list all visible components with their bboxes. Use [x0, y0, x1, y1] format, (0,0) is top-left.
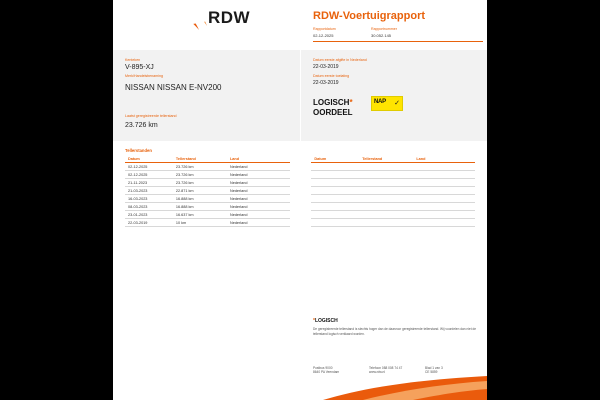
cell-spacer: [290, 163, 312, 171]
cell-date: 16-03-2023: [125, 195, 173, 203]
footer-disclaimer: De geregistreerde tellerstand is slechts hoger dan de daarvoor geregistreerde tellerstand. Wij voordelen dan niet de tellerstand logisch verklaard worden.: [313, 327, 477, 336]
make-label: Merk/Handelsbenaming: [125, 74, 163, 78]
report-date-label: Rapportdatum: [313, 27, 336, 31]
footer-tel-label: Telefoon 088 008 74 47: [369, 366, 403, 370]
cell-spacer: [290, 211, 312, 219]
cell-mileage: 10 km: [173, 219, 227, 227]
plate-label: Kenteken: [125, 58, 141, 62]
cell-country-right: [413, 179, 475, 187]
verdict-line2: OORDEEL: [313, 107, 353, 117]
cell-mileage: 16.637 km: [173, 211, 227, 219]
table-row: [125, 219, 475, 227]
panel-divider: [300, 50, 301, 141]
cell-mileage-right: [359, 211, 413, 219]
cell-mileage-right: [359, 163, 413, 171]
cell-mileage: 22.871 km: [173, 187, 227, 195]
cell-spacer: [290, 203, 312, 211]
cell-mileage: 16.888 km: [173, 203, 227, 211]
cell-country: Nederland: [227, 187, 290, 195]
mileage-table: [125, 155, 475, 227]
col-country-right: Land: [413, 155, 475, 163]
first-admission-block: [313, 74, 349, 86]
cell-country-right: [413, 211, 475, 219]
mileage-table-caption: Tellerstanden: [125, 148, 152, 153]
cell-mileage: 16.888 km: [173, 195, 227, 203]
footer-verdict-note: [313, 318, 338, 324]
cell-mileage-right: [359, 179, 413, 187]
cell-country: Nederland: [227, 211, 290, 219]
cell-mileage: 23.726 km: [173, 163, 227, 171]
table-body: [125, 163, 475, 227]
table-row: [125, 203, 475, 211]
cell-spacer: [290, 171, 312, 179]
col-country: Land: [227, 155, 290, 163]
cell-country: Nederland: [227, 163, 290, 171]
table-row: [125, 171, 475, 179]
nap-badge: [371, 96, 403, 111]
cell-spacer: [290, 179, 312, 187]
cell-spacer: [290, 219, 312, 227]
cell-country-right: [413, 203, 475, 211]
cell-mileage-right: [359, 203, 413, 211]
footer-postbus-value: 8640 PA Veendam: [313, 370, 340, 374]
table-row: [125, 187, 475, 195]
col-mileage-right: Tellerstand: [359, 155, 413, 163]
cell-date-right: [311, 211, 359, 219]
nap-label: NAP: [374, 99, 386, 105]
cell-date-right: [311, 195, 359, 203]
make-value: NISSAN NISSAN E-NV200: [125, 83, 222, 92]
footer-page-value: CE 5859: [425, 370, 438, 374]
cell-date-right: [311, 203, 359, 211]
cell-mileage-right: [359, 195, 413, 203]
col-mileage: Tellerstand: [173, 155, 227, 163]
cell-spacer: [290, 187, 312, 195]
last-km-label-block: [125, 114, 177, 120]
cell-date: 02-12-2025: [125, 163, 173, 171]
report-number-value: 30.052.145: [371, 33, 392, 38]
footer-contact: [313, 366, 483, 374]
first-nl-block: [313, 58, 367, 70]
table-row: [125, 195, 475, 203]
cell-date: 21-11-2023: [125, 179, 173, 187]
cell-mileage: 23.726 km: [173, 171, 227, 179]
cell-country-right: [413, 195, 475, 203]
footer-page-label: Blad 1 van 3: [425, 366, 443, 370]
report-number-label: Rapportnummer: [371, 27, 397, 31]
verdict-star: *: [349, 98, 353, 107]
cell-country: Nederland: [227, 171, 290, 179]
col-date: Datum: [125, 155, 173, 163]
cell-country: Nederland: [227, 203, 290, 211]
table-row: [125, 211, 475, 219]
footnote-star: *: [313, 318, 315, 324]
col-date-right: Datum: [311, 155, 359, 163]
make-value-block: [125, 83, 245, 92]
document-page: [113, 0, 487, 400]
cell-date: 22-03-2019: [125, 219, 173, 227]
cell-date-right: [311, 219, 359, 227]
last-km-value: 23.726 km: [125, 122, 158, 129]
first-nl-value: 22-03-2019: [313, 64, 339, 70]
cell-country: Nederland: [227, 195, 290, 203]
col-spacer: [290, 155, 312, 163]
make-label-block: [125, 74, 163, 80]
report-title: RDW-Voertuigrapport: [313, 10, 426, 22]
cell-country-right: [413, 187, 475, 195]
header-rule: [313, 41, 483, 42]
cell-mileage-right: [359, 171, 413, 179]
plate-block: [125, 58, 154, 71]
plate-value: V-895-XJ: [125, 64, 154, 71]
cell-mileage: 23.726 km: [173, 179, 227, 187]
cell-mileage-right: [359, 187, 413, 195]
footer-postbus-label: Postbus 9000: [313, 366, 333, 370]
rdw-logo: RDW: [208, 8, 251, 27]
cell-date-right: [311, 179, 359, 187]
cell-date: 02-12-2025: [125, 171, 173, 179]
last-km-value-block: [125, 122, 158, 129]
cell-country-right: [413, 171, 475, 179]
cell-spacer: [290, 195, 312, 203]
cell-date-right: [311, 187, 359, 195]
cell-date-right: [311, 163, 359, 171]
cell-mileage-right: [359, 219, 413, 227]
first-admission-label: Datum eerste toelating: [313, 74, 350, 78]
report-date-value: 02-12-2025: [313, 33, 334, 38]
last-km-label: Laatst geregistreerde tellerstand: [125, 114, 177, 118]
verdict-line1: LOGISCH: [313, 98, 350, 107]
cell-country: Nederland: [227, 219, 290, 227]
cell-date: 08-03-2023: [125, 203, 173, 211]
first-nl-label: Datum eerste afgifte in Nederland: [313, 58, 367, 62]
table-row: [125, 179, 475, 187]
table-header-row: [125, 155, 475, 163]
first-admission-value: 22-03-2019: [313, 80, 339, 86]
cell-date-right: [311, 171, 359, 179]
footnote-word: LOGISCH: [314, 318, 338, 324]
table-row: [125, 163, 475, 171]
cell-country-right: [413, 219, 475, 227]
footer-tel-value: www.rdw.nl: [369, 370, 385, 374]
footer-swoosh-graphic: [113, 374, 487, 400]
check-icon: ✓: [394, 100, 400, 107]
cell-date: 21-03-2023: [125, 187, 173, 195]
verdict-text: [313, 98, 353, 117]
cell-date: 23-01-2023: [125, 211, 173, 219]
vehicle-info-panel: [113, 50, 487, 141]
report-meta: [313, 27, 483, 38]
cell-country-right: [413, 163, 475, 171]
cell-country: Nederland: [227, 179, 290, 187]
